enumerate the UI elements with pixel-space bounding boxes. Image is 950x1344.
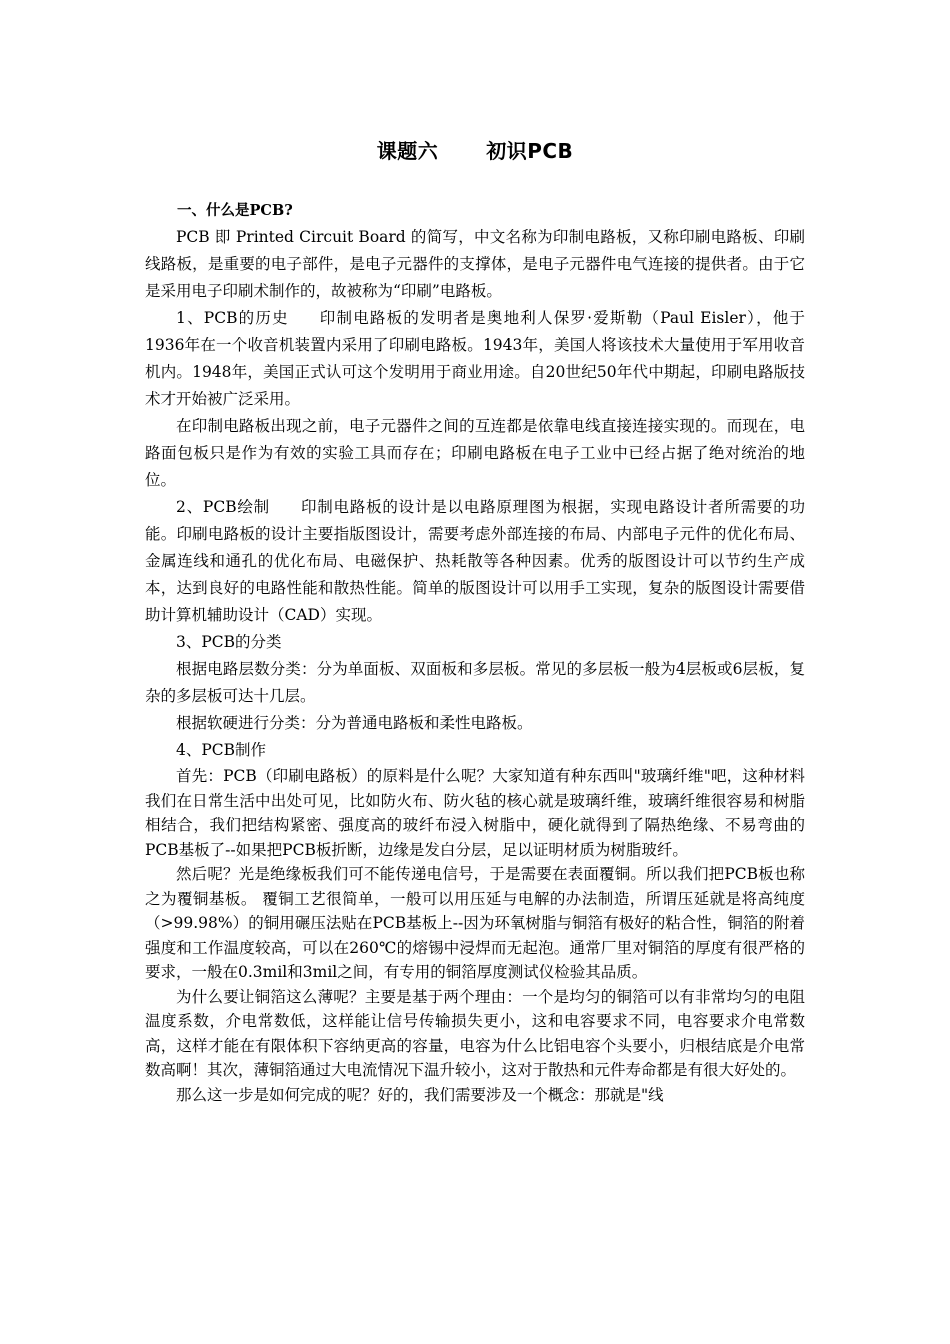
- classification-layers-paragraph: 根据电路层数分类：分为单面板、双面板和多层板。常见的多层板一般为4层板或6层板，复杂的多层板可达十几层。: [145, 660, 805, 705]
- title-lesson-number: 课题六: [376, 139, 439, 163]
- history-heading: 1、PCB的历史: [176, 309, 289, 327]
- history-paragraph: [145, 305, 805, 413]
- classification-heading: 3、PCB的分类: [176, 633, 282, 651]
- classification-flex-paragraph: 根据软硬进行分类：分为普通电路板和柔性电路板。: [176, 714, 533, 732]
- making-paragraph-2: 然后呢？光是绝缘板我们可不能传递电信号，于是需要在表面覆铜。所以我们把PCB板也称之为覆铜基板。 覆铜工艺很简单，一般可以用压延与电解的办法制造，所谓压延就是将高纯度（>99.98%）的铜用碾压法贴在PCB基板上--因为环氧树脂与铜箔有极好的粘合性，铜箔的附着强度和工作温度较高，可以在260℃的熔锡中浸焊而无起泡。通常厂里对铜箔的厚度有很严格的要求，一般在0.3mil和3mil之间，有专用的铜箔厚度测试仪检验其品质。: [145, 865, 805, 981]
- making-paragraph-3: 为什么要让铜箔这么薄呢？主要是基于两个理由：一个是均匀的铜箔可以有非常均匀的电阻温度系数，介电常数低，这样能让信号传输损失更小，这和电容要求不同，电容要求介电常数高，这样才能在有限体积下容纳更高的容量，电容为什么比铝电容个头要小，归根结底是介电常数高啊！其次，薄铜箔通过大电流情况下温升较小，这对于散热和元件寿命都是有很大好处的。: [145, 987, 805, 1079]
- title-topic: 初识PCB: [486, 139, 574, 163]
- history-text: 印制电路板的发明者是奥地利人保罗·爱斯勒（Paul Eisler），他于1936年在一个收音机装置内采用了印刷电路板。1943年，美国人将该技术大量使用于军用收音机内。1948年，美国正式认可这个发明用于商业用途。自20世纪50年代中期起，印刷电路版技术才开始被广泛采用。: [145, 309, 805, 408]
- intro-paragraph: PCB 即 Printed Circuit Board 的简写，中文名称为印制电路板，又称印刷电路板、印刷线路板，是重要的电子部件，是电子元器件的支撑体，是电子元器件电气连接的提供者。由于它是采用电子印刷术制作的，故被称为“印刷”电路板。: [145, 228, 805, 300]
- section-heading-what-is-pcb: 一、什么是PCB?: [177, 202, 293, 219]
- drawing-heading: 2、PCB绘制: [176, 498, 270, 516]
- making-paragraph-4: 那么这一步是如何完成的呢？好的，我们需要涉及一个概念：那就是"线: [176, 1085, 664, 1104]
- drawing-paragraph: [145, 494, 805, 629]
- making-paragraph-1: 首先：PCB（印刷电路板）的原料是什么呢？大家知道有种东西叫"玻璃纤维"吧，这种材料我们在日常生活中出处可见，比如防火布、防火毡的核心就是玻璃纤维，玻璃纤维很容易和树脂相结合，我们把结构紧密、强度高的玻纤布浸入树脂中，硬化就得到了隔热绝缘、不易弯曲的PCB基板了--如果把PCB板折断，边缘是发白分层，足以证明材质为树脂玻纤。: [145, 767, 805, 859]
- history-paragraph-2: 在印制电路板出现之前，电子元器件之间的互连都是依靠电线直接连接实现的。而现在，电路面包板只是作为有效的实验工具而存在；印刷电路板在电子工业中已经占据了绝对统治的地位。: [145, 417, 805, 489]
- drawing-text: 印制电路板的设计是以电路原理图为根据，实现电路设计者所需要的功能。印刷电路板的设计主要指版图设计，需要考虑外部连接的布局、内部电子元件的优化布局、金属连线和通孔的优化布局、电磁保护、热耗散等各种因素。优秀的版图设计可以节约生产成本，达到良好的电路性能和散热性能。简单的版图设计可以用手工实现，复杂的版图设计需要借助计算机辅助设计（CAD）实现。: [145, 498, 805, 624]
- making-heading: 4、PCB制作: [176, 741, 267, 759]
- document-body: [145, 197, 805, 1107]
- page-title: [0, 135, 950, 167]
